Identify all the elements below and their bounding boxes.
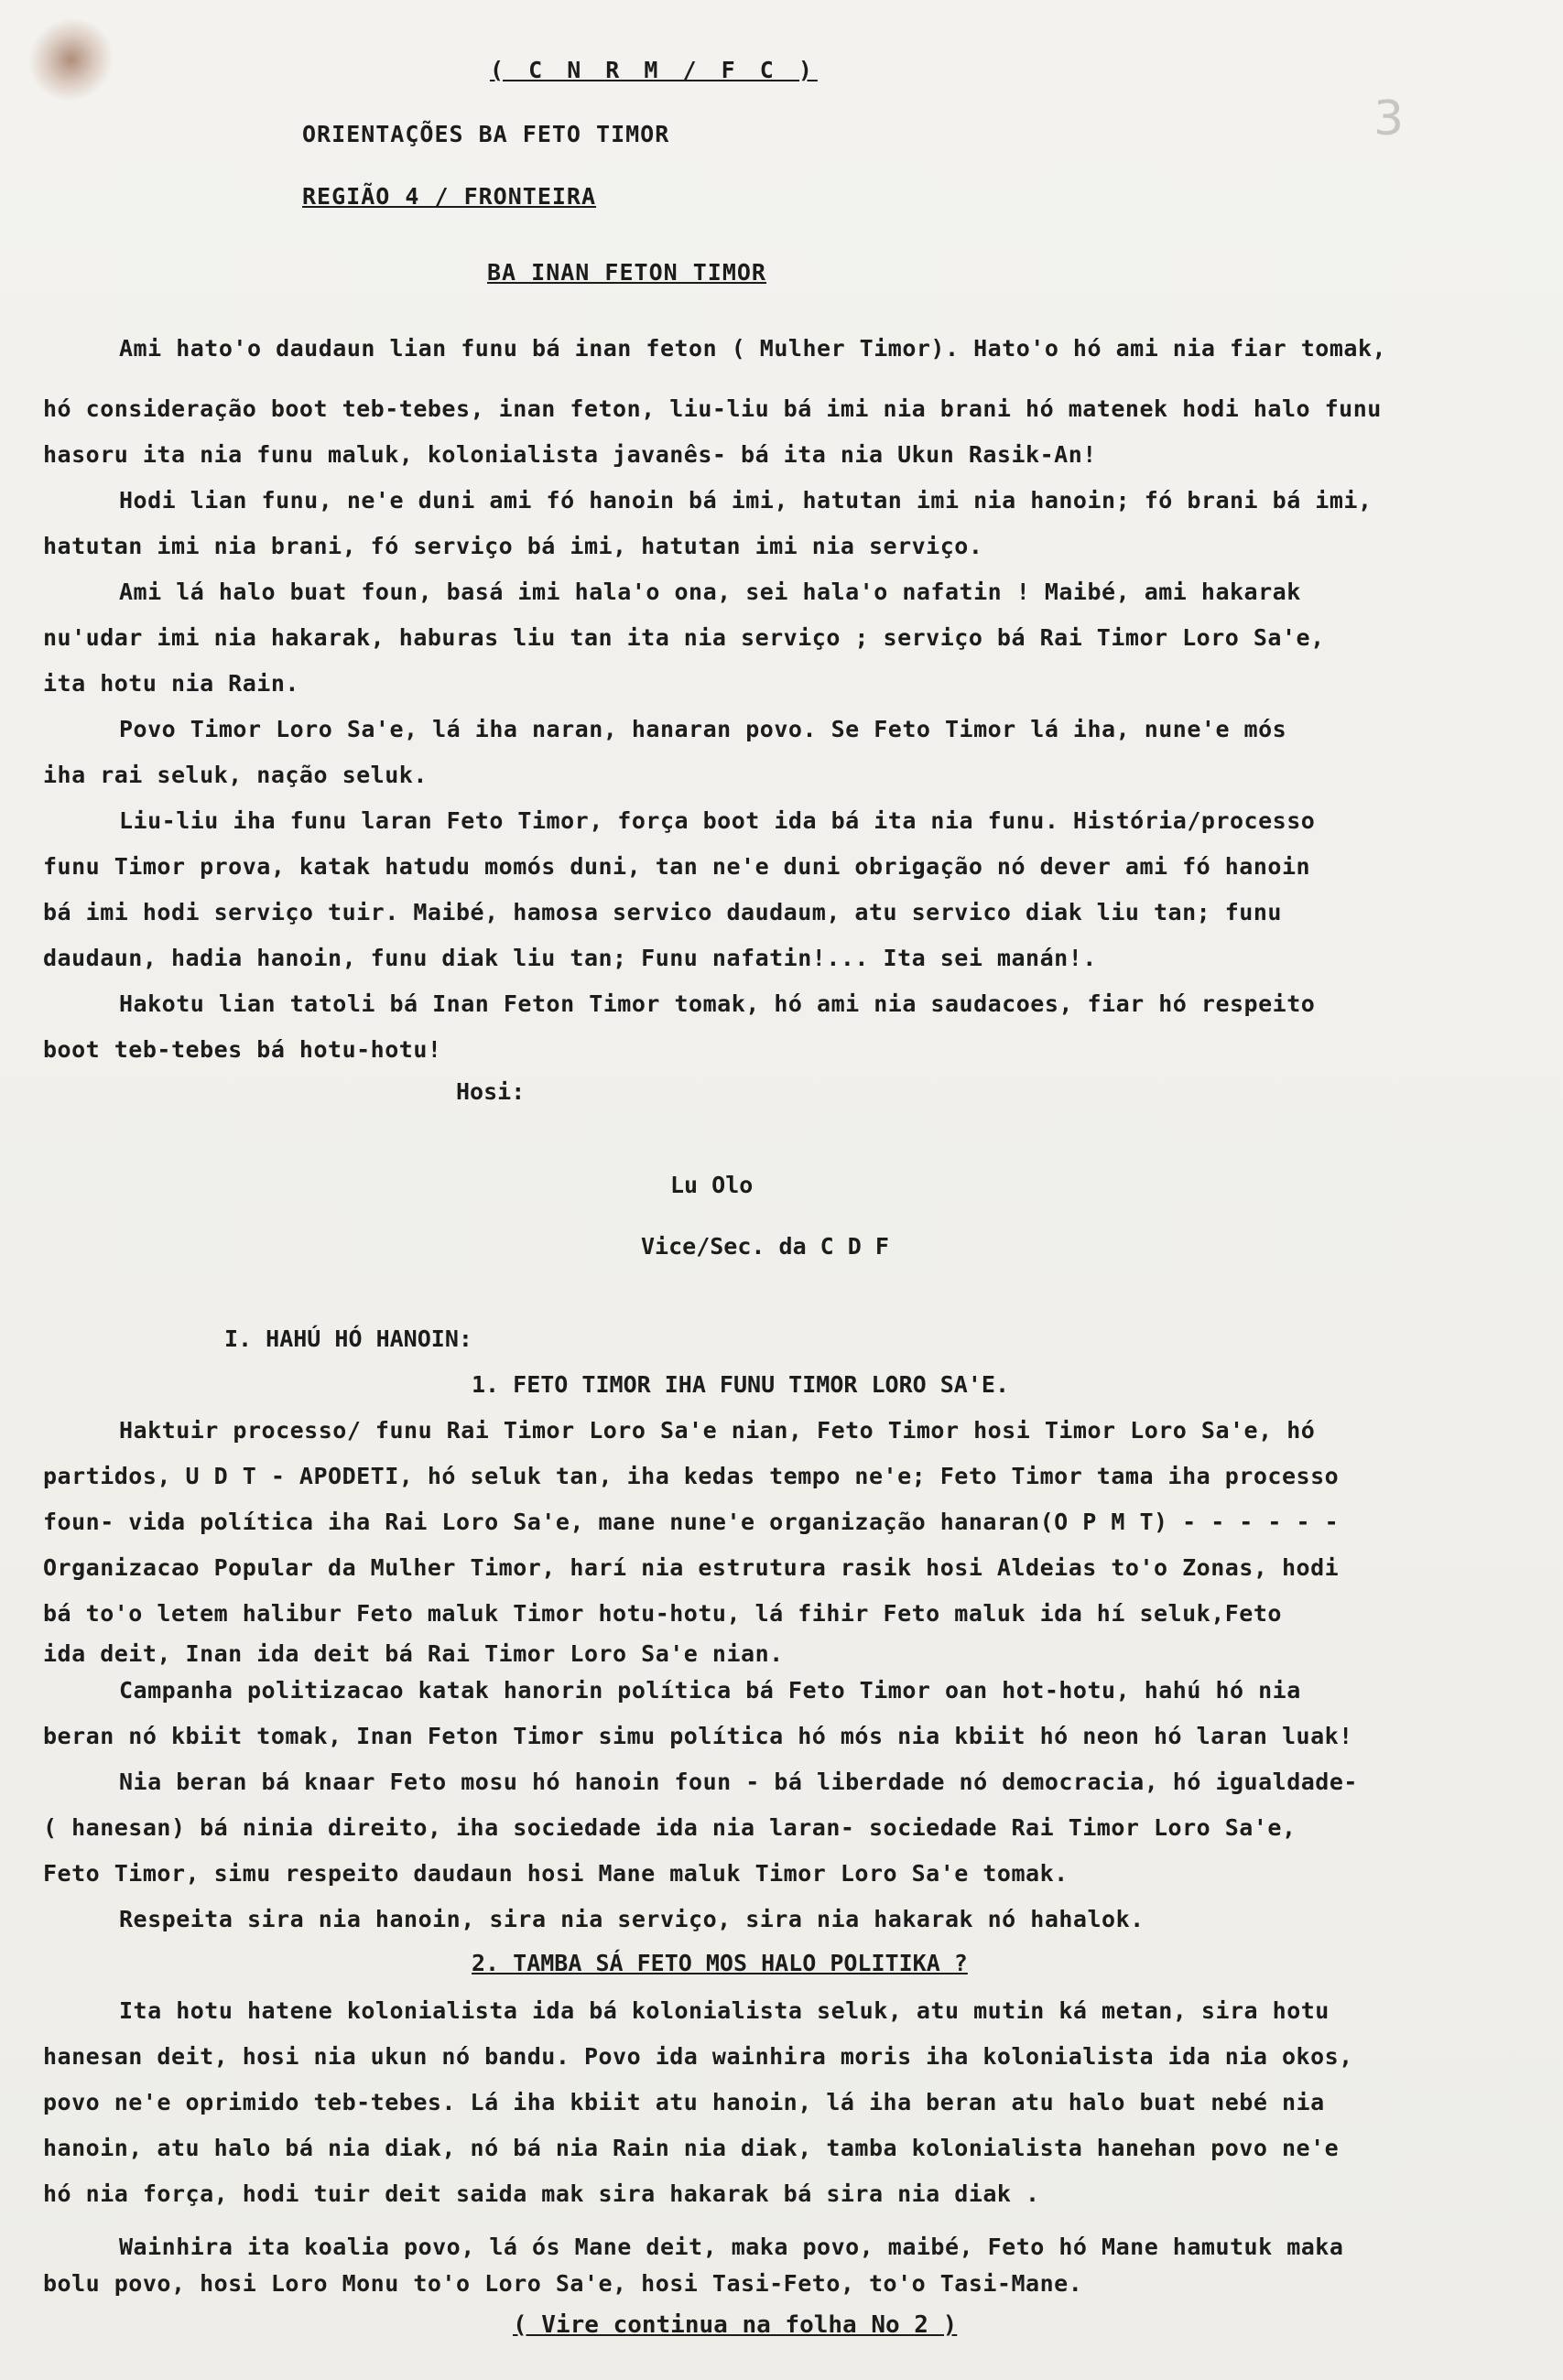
body-line: Nia beran bá knaar Feto mosu hó hanoin foun - bá liberdade nó democracia, hó igualdade- — [119, 1769, 1358, 1795]
continuation-text: ( Vire continua na folha No 2 ) — [513, 2311, 958, 2339]
body-line: bolu povo, hosi Loro Monu to'o Loro Sa'e, hosi Tasi-Feto, to'o Tasi-Mane. — [43, 2270, 1083, 2297]
continuation-note — [513, 2311, 957, 2339]
body-line: Respeita sira nia hanoin, sira nia serviço, sira nia hakarak nó hahalok. — [119, 1906, 1145, 1932]
ink-smudge — [12, 1, 130, 118]
intro-line: boot teb-tebes bá hotu-hotu! — [43, 1036, 442, 1063]
body-line: hanoin, atu halo bá nia diak, nó bá nia Rain nia diak, tamba kolonialista hanehan povo ne'e — [43, 2135, 1340, 2161]
body-line: Feto Timor, simu respeito daudaun hosi Mane maluk Timor Loro Sa'e tomak. — [43, 1860, 1069, 1887]
body-line: beran nó kbiit tomak, Inan Feton Timor simu política hó mós nia kbiit hó neon hó laran luak! — [43, 1723, 1353, 1749]
intro-line: funu Timor prova, katak hatudu momós duni, tan ne'e duni obrigação nó dever ami fó hanoin — [43, 853, 1311, 880]
intro-line: Hakotu lian tatoli bá Inan Feton Timor tomak, hó ami nia saudacoes, fiar hó respeito — [119, 990, 1316, 1017]
addressee-heading: BA INAN FETON TIMOR — [487, 259, 766, 286]
intro-line: hó consideração boot teb-tebes, inan feton, liu-liu bá imi nia brani hó matenek hodi halo funu — [43, 395, 1382, 422]
intro-line: Ami lá halo buat foun, basá imi hala'o ona, sei hala'o nafatin ! Maibé, ami hakarak — [119, 579, 1301, 605]
intro-line: Liu-liu iha funu laran Feto Timor, força boot ida bá ita nia funu. História/processo — [119, 807, 1316, 834]
intro-line: iha rai seluk, nação seluk. — [43, 762, 428, 788]
region-label: REGIÃO 4 / FRONTEIRA — [302, 183, 597, 210]
intro-line: bá imi hodi serviço tuir. Maibé, hamosa servico daudaum, atu servico diak liu tan; funu — [43, 899, 1282, 925]
section-heading: I. HAHÚ HÓ HANOIN: — [224, 1325, 472, 1352]
signature-role: Vice/Sec. da C D F — [641, 1233, 889, 1260]
body-line: ( hanesan) bá ninia direito, iha sociedade ida nia laran- sociedade Rai Timor Loro Sa'e, — [43, 1814, 1297, 1841]
body-line: bá to'o letem halibur Feto maluk Timor hotu-hotu, lá fihir Feto maluk ida hí seluk,Feto — [43, 1600, 1282, 1627]
body-line: hanesan deit, hosi nia ukun nó bandu. Povo ida wainhira moris iha kolonialista ida nia okos, — [43, 2043, 1353, 2070]
body-line: Organizacao Popular da Mulher Timor, harí nia estrutura rasik hosi Aldeias to'o Zonas, hodi — [43, 1554, 1340, 1581]
body-line: partidos, U D T - APODETI, hó seluk tan, iha kedas tempo ne'e; Feto Timor tama iha processo — [43, 1463, 1340, 1489]
body-line: Wainhira ita koalia povo, lá ós Mane deit, maka povo, maibé, Feto hó Mane hamutuk maka — [119, 2234, 1344, 2260]
body-line: povo ne'e oprimido teb-tebes. Lá iha kbiit atu hanoin, lá iha beran atu halo buat nebé nia — [43, 2089, 1325, 2115]
page-number-mark: 3 — [1373, 92, 1405, 146]
intro-line: ita hotu nia Rain. — [43, 670, 299, 697]
section-heading-2: 2. TAMBA SÁ FETO MOS HALO POLITIKA ? — [472, 1950, 968, 1976]
org-header: ( C N R M / F C ) — [490, 57, 818, 83]
intro-line: nu'udar imi nia hakarak, haburas liu tan ita nia serviço ; serviço bá Rai Timor Loro Sa'e, — [43, 624, 1325, 651]
body-line: Ita hotu hatene kolonialista ida bá kolonialista seluk, atu mutin ká metan, sira hotu — [119, 1997, 1330, 2024]
body-line: hó nia força, hodi tuir deit saida mak sira hakarak bá sira nia diak . — [43, 2180, 1040, 2207]
body-line: Haktuir processo/ funu Rai Timor Loro Sa'e nian, Feto Timor hosi Timor Loro Sa'e, hó — [119, 1417, 1316, 1444]
intro-line: daudaun, hadia hanoin, funu diak liu tan; Funu nafatin!... Ita sei manán!. — [43, 945, 1097, 971]
body-line: ida deit, Inan ida deit bá Rai Timor Loro Sa'e nian. — [43, 1640, 784, 1667]
document-title: ORIENTAÇÕES BA FETO TIMOR — [302, 121, 670, 147]
body-line: foun- vida política iha Rai Loro Sa'e, mane nune'e organização hanaran(O P M T) - - - - - - — [43, 1509, 1340, 1535]
signature-from-label: Hosi: — [456, 1078, 526, 1105]
intro-line: hasoru ita nia funu maluk, kolonialista javanês- bá ita nia Ukun Rasik-An! — [43, 441, 1097, 468]
body-line: Campanha politizacao katak hanorin política bá Feto Timor oan hot-hotu, hahú hó nia — [119, 1677, 1301, 1704]
intro-line: hatutan imi nia brani, fó serviço bá imi, hatutan imi nia serviço. — [43, 533, 983, 559]
section-subheading: 1. FETO TIMOR IHA FUNU TIMOR LORO SA'E. — [472, 1371, 1009, 1398]
signature-name: Lu Olo — [670, 1172, 754, 1198]
intro-line: Ami hato'o daudaun lian funu bá inan feton ( Mulher Timor). Hato'o hó ami nia fiar tomak, — [119, 335, 1387, 362]
intro-line: Povo Timor Loro Sa'e, lá iha naran, hanaran povo. Se Feto Timor lá iha, nune'e mós — [119, 716, 1287, 742]
intro-line: Hodi lian funu, ne'e duni ami fó hanoin bá imi, hatutan imi nia hanoin; fó brani bá imi, — [119, 487, 1373, 514]
